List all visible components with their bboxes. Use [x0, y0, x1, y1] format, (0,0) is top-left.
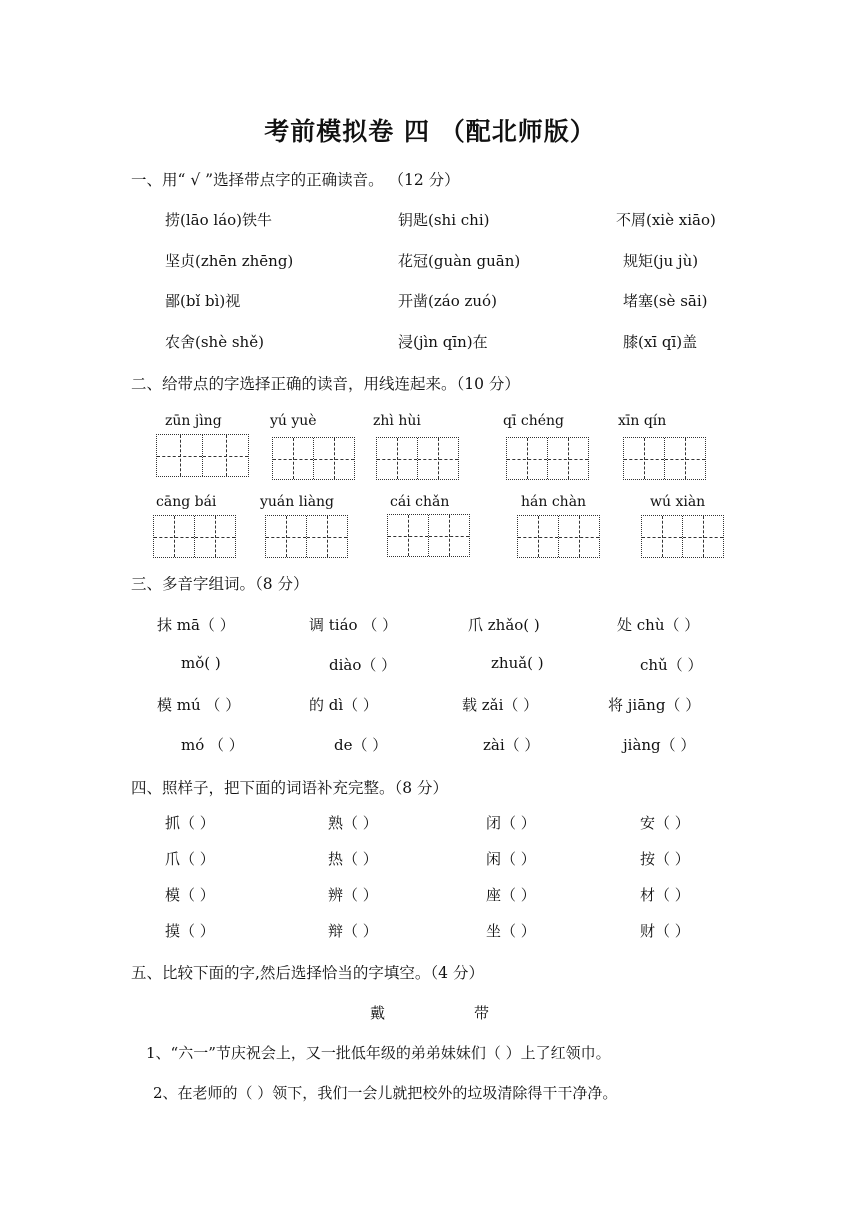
pinyin-label: hán chàn: [521, 494, 587, 510]
tianzige-box: [506, 437, 589, 480]
tianzige-box: [265, 515, 348, 558]
s3-item: chǔ（ ）: [640, 656, 703, 674]
page-title: 考前模拟卷 四 （配北师版）: [264, 117, 596, 146]
tianzige-box: [623, 437, 706, 480]
s4-item: 闭（ ）: [486, 814, 536, 832]
tianzige-box: [156, 434, 249, 477]
s4-item: 抓（ ）: [165, 814, 215, 832]
section-5-heading: 五、比较下面的字,然后选择恰当的字填空。（4 分）: [131, 964, 484, 982]
s3-item: 模 mú （ ）: [157, 696, 241, 714]
pinyin-label: yú yuè: [270, 413, 317, 429]
s3-item: 爪 zhǎo( ): [468, 616, 540, 634]
s3-item: 抹 mā（ ）: [157, 616, 235, 634]
fill-question-1: 1、“六一”节庆祝会上，又一批低年级的弟弟妹妹们（ ）上了红领巾。: [146, 1044, 611, 1062]
s3-item: zhuǎ( ): [491, 654, 544, 672]
s4-item: 爪（ ）: [165, 850, 215, 868]
tianzige-box: [641, 515, 724, 558]
section-4-heading: 四、照样子，把下面的词语补充完整。（8 分）: [131, 779, 449, 797]
s1-item: 开凿(záo zuó): [398, 292, 497, 310]
s1-item: 不屑(xiè xiāo): [616, 211, 716, 229]
s1-item: 堵塞(sè sāi): [623, 292, 708, 310]
tianzige-box: [376, 437, 459, 480]
s3-item: 处 chù（ ）: [617, 616, 700, 634]
section-3-heading: 三、多音字组词。（8 分）: [131, 575, 309, 593]
section-2-heading: 二、给带点的字选择正确的读音，用线连起来。（10 分）: [131, 375, 520, 393]
s3-item: de（ ）: [334, 736, 388, 754]
tianzige-box: [387, 514, 470, 557]
pinyin-label: cāng bái: [156, 494, 217, 510]
s3-item: jiàng（ ）: [623, 736, 696, 754]
s1-item: 膝(xī qī)盖: [623, 333, 698, 351]
s1-item: 规矩(ju jù): [623, 252, 699, 270]
section-1-heading: 一、用“ √ ”选择带点字的正确读音。 （12 分）: [131, 171, 460, 189]
pinyin-label: zūn jìng: [165, 413, 222, 429]
tianzige-box: [517, 515, 600, 558]
fill-question-2: 2、在老师的（ ）领下，我们一会儿就把校外的垃圾清除得干干净净。: [153, 1084, 618, 1102]
s4-item: 熟（ ）: [328, 814, 378, 832]
s1-item: 坚贞(zhēn zhēng): [165, 252, 294, 270]
s4-item: 热（ ）: [328, 850, 378, 868]
s3-item: 载 zǎi（ ）: [462, 696, 539, 714]
s4-item: 财（ ）: [640, 922, 690, 940]
s3-item: mó （ ）: [181, 736, 244, 754]
compare-char: 带: [474, 1004, 490, 1022]
s4-item: 坐（ ）: [486, 922, 536, 940]
tianzige-box: [272, 437, 355, 480]
s4-item: 模（ ）: [165, 886, 215, 904]
s1-item: 农舍(shè shě): [165, 333, 264, 351]
s3-item: 将 jiāng（ ）: [608, 696, 701, 714]
pinyin-label: xīn qín: [618, 413, 667, 429]
compare-char: 戴: [370, 1004, 386, 1022]
s1-item: 钥匙(shi chi): [398, 211, 490, 229]
tianzige-box: [153, 515, 236, 558]
s1-item: 花冠(guàn guān): [398, 252, 521, 270]
s4-item: 座（ ）: [486, 886, 536, 904]
s3-item: 的 dì（ ）: [309, 696, 378, 714]
s4-item: 摸（ ）: [165, 922, 215, 940]
s4-item: 闲（ ）: [486, 850, 536, 868]
s4-item: 按（ ）: [640, 850, 690, 868]
s1-item: 捞(lāo láo)铁牛: [165, 211, 273, 229]
pinyin-label: zhì hùi: [373, 413, 421, 429]
s4-item: 辨（ ）: [328, 886, 378, 904]
s1-item: 浸(jìn qīn)在: [398, 333, 488, 351]
pinyin-label: wú xiàn: [650, 494, 706, 510]
s4-item: 安（ ）: [640, 814, 690, 832]
s3-item: zài（ ）: [483, 736, 540, 754]
pinyin-label: yuán liàng: [260, 494, 335, 510]
pinyin-label: qī chéng: [503, 413, 565, 429]
s3-item: mǒ( ): [181, 654, 221, 672]
s4-item: 材（ ）: [640, 886, 690, 904]
s1-item: 鄙(bǐ bì)视: [165, 292, 241, 310]
s3-item: 调 tiáo （ ）: [309, 616, 398, 634]
pinyin-label: cái chǎn: [390, 494, 450, 510]
s4-item: 辩（ ）: [328, 922, 378, 940]
s3-item: diào（ ）: [329, 656, 397, 674]
